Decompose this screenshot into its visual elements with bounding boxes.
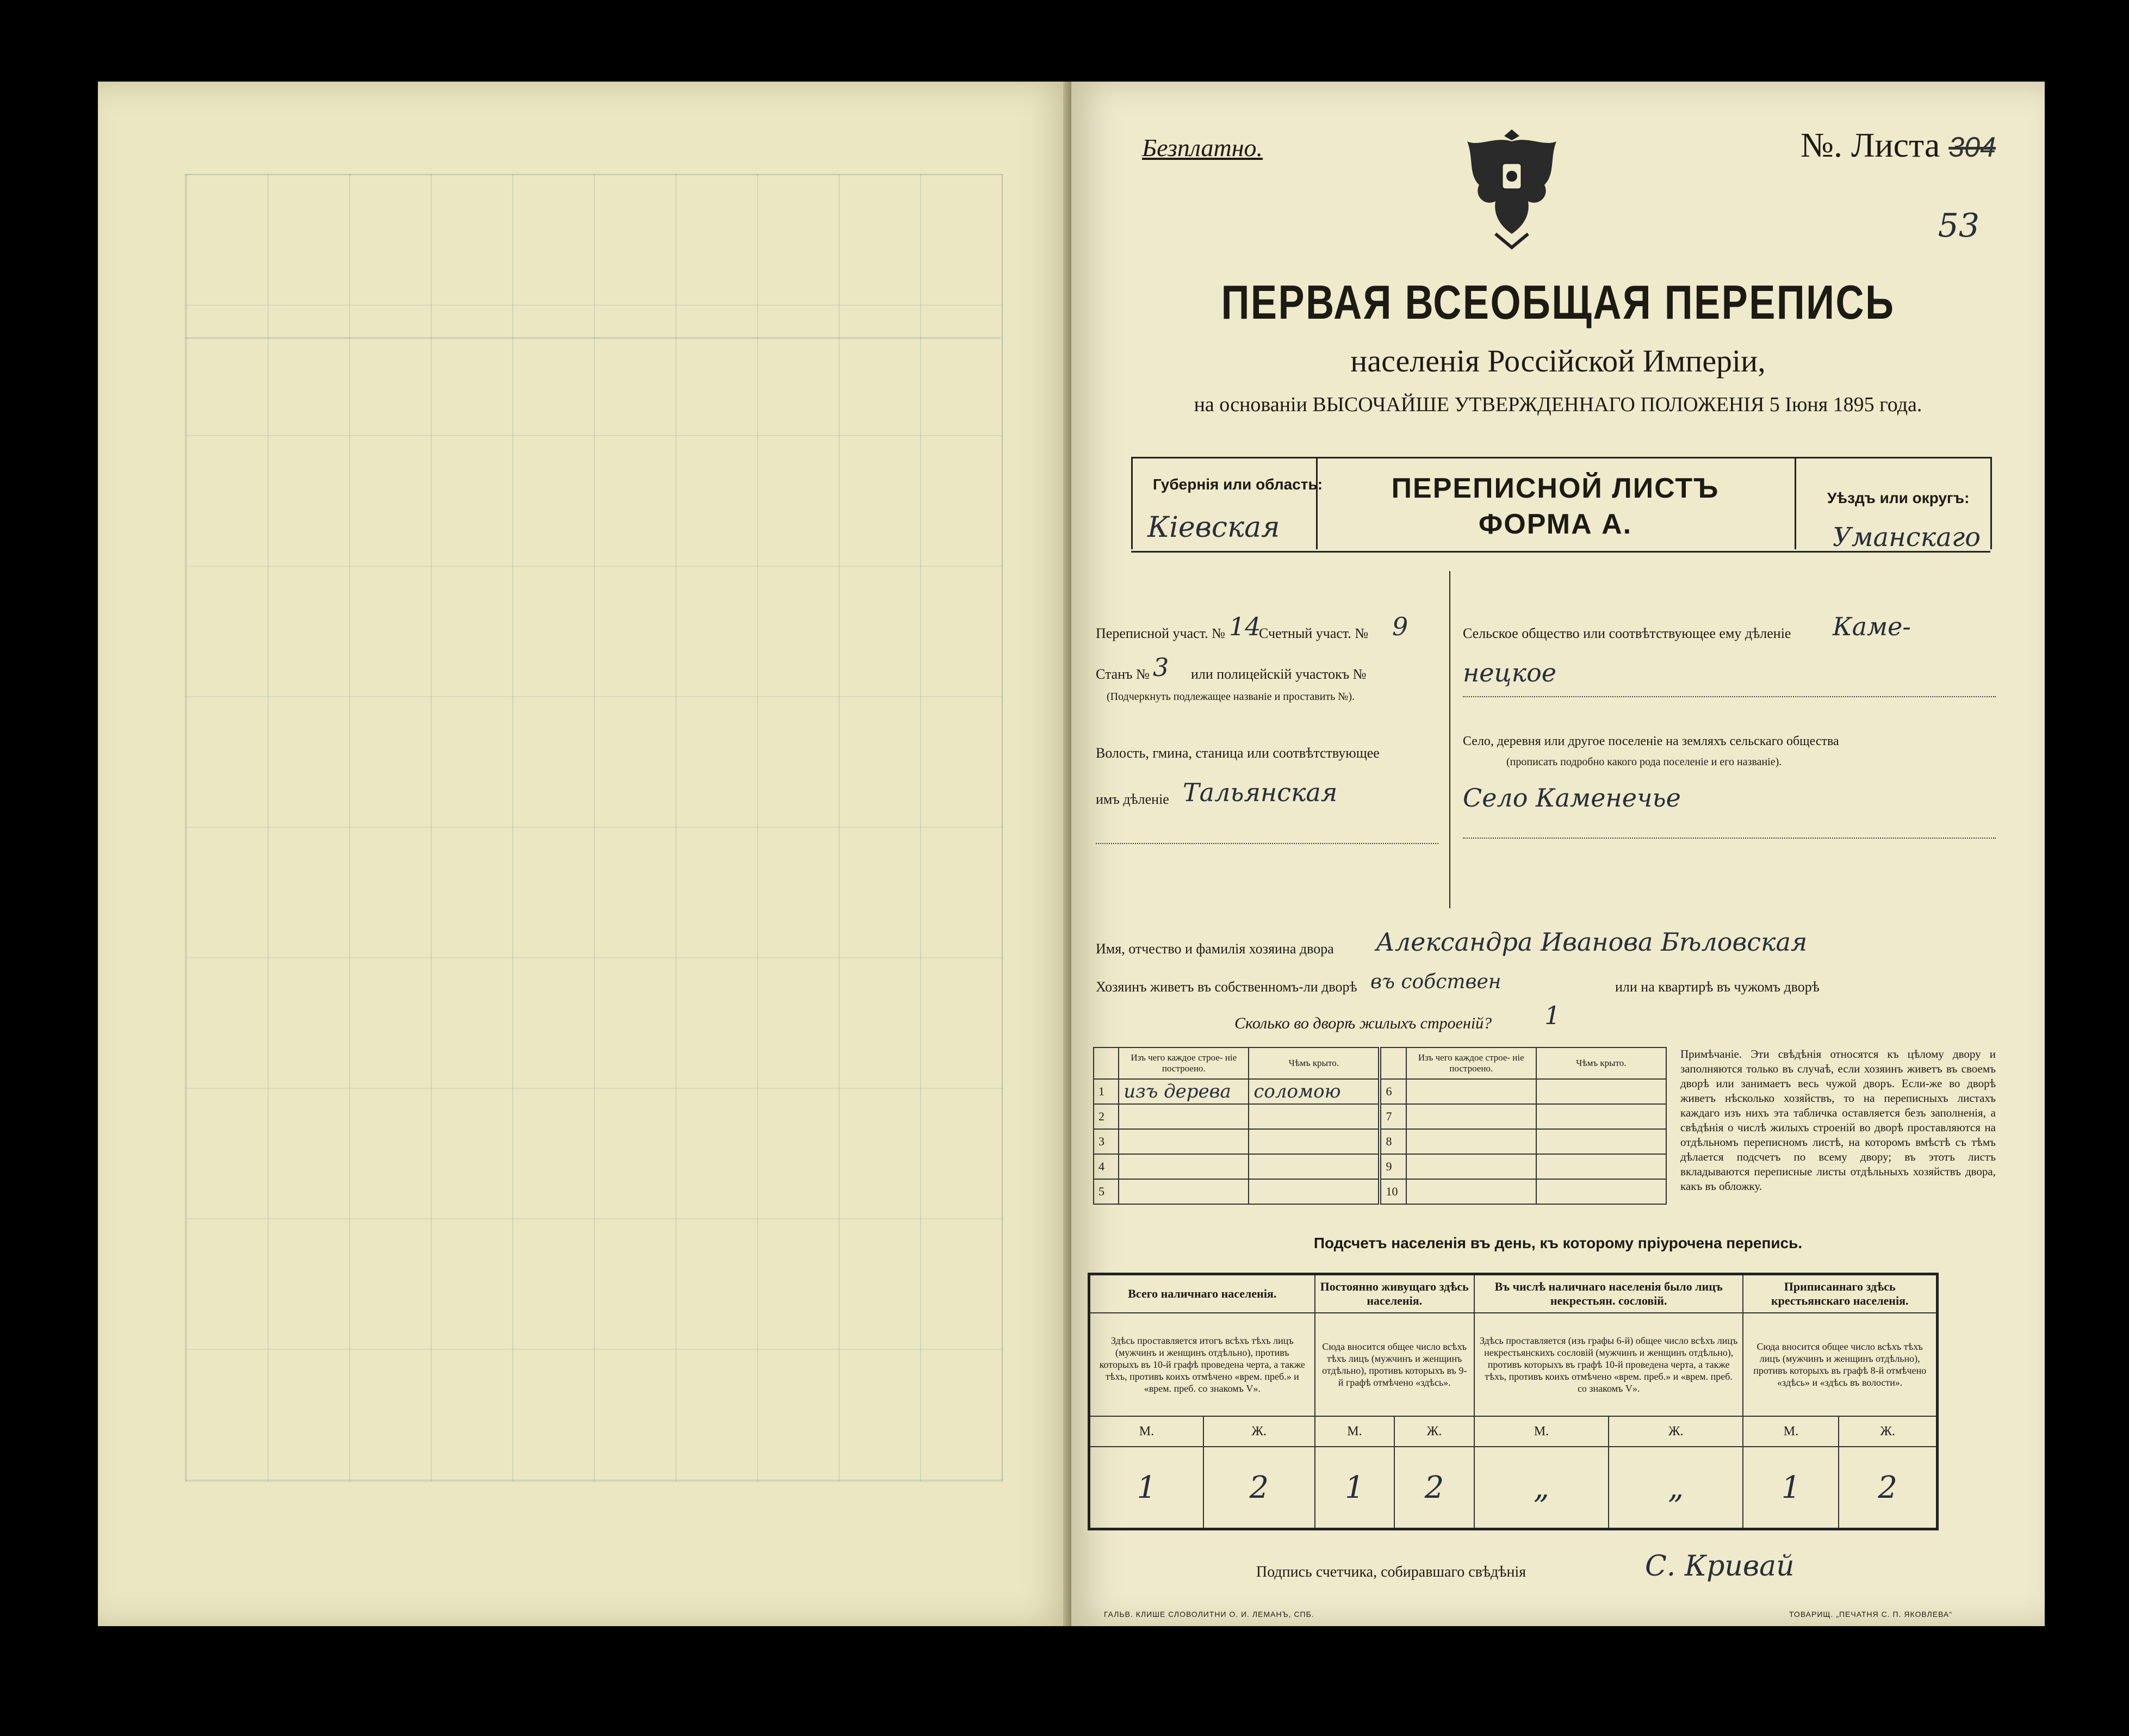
stan-value: 3 bbox=[1153, 653, 1169, 682]
census-district-value: 14 bbox=[1229, 612, 1261, 641]
column-description: Здѣсь проставляется итогъ всѣхъ тѣхъ лицъ (мужчинъ и женщинъ отдѣльно), противъ которыхъ въ 10-й графѣ проведена черта, а также тѣхъ, противъ коихъ отмѣчено «врем. преб.» и «врем. преб. со знакомъ V». bbox=[1089, 1313, 1315, 1416]
signature-label: Подпись счетчика, собиравшаго свѣдѣнія bbox=[1256, 1564, 1526, 1580]
row-number: 5 bbox=[1094, 1179, 1119, 1204]
owner-lives-value: въ собствен bbox=[1370, 971, 1501, 993]
roof-cell: соломою bbox=[1249, 1079, 1380, 1104]
counting-district-label: Счетный участ. № bbox=[1259, 625, 1369, 641]
form-title-line2: ФОРМА А. bbox=[1478, 509, 1633, 540]
signature-value: С. Кривай bbox=[1645, 1550, 1795, 1583]
col-material: Изъ чего каждое строе- ніе построено. bbox=[1119, 1047, 1249, 1079]
material-cell bbox=[1406, 1079, 1536, 1104]
owner-name-value: Александра Иванова Бѣловская bbox=[1376, 927, 1808, 957]
male-count: 1 bbox=[1743, 1447, 1839, 1529]
table-row bbox=[1094, 1154, 1666, 1179]
roof-cell bbox=[1249, 1129, 1380, 1154]
main-title: ПЕРВАЯ ВСЕОБЩАЯ ПЕРЕПИСЬ bbox=[1221, 275, 1895, 329]
row-number: 3 bbox=[1094, 1129, 1119, 1154]
stan-label: Станъ № bbox=[1096, 666, 1150, 682]
buildings-count-value: 1 bbox=[1544, 1001, 1561, 1030]
volost-label: Волость, гмина, станица или соотвѣтствующее bbox=[1096, 745, 1380, 761]
fields-divider bbox=[1449, 571, 1450, 908]
female-count: 2 bbox=[1839, 1447, 1937, 1529]
material-cell bbox=[1119, 1179, 1249, 1204]
row-number: 4 bbox=[1094, 1154, 1119, 1179]
female-label: Ж. bbox=[1839, 1416, 1937, 1447]
police-label: или полицейскій участокъ № bbox=[1191, 666, 1367, 682]
footer-right: ТОВАРИЩ. „ПЕЧАТНЯ С. П. ЯКОВЛЕВА“ bbox=[1789, 1610, 1952, 1619]
male-count: 1 bbox=[1089, 1447, 1203, 1529]
row-number: 2 bbox=[1094, 1104, 1119, 1129]
volost-value: Тальянская bbox=[1183, 778, 1338, 807]
male-label: М. bbox=[1474, 1416, 1609, 1447]
column-header: Постоянно живущаго здѣсь населенія. bbox=[1315, 1274, 1474, 1313]
settlement-label: Село, деревня или другое поселеніе на земляхъ сельскаго общества bbox=[1463, 734, 1839, 748]
volost-label-2: имъ дѣленіе bbox=[1096, 791, 1169, 807]
society-value-1: Каме- bbox=[1833, 612, 1911, 641]
female-label: Ж. bbox=[1609, 1416, 1743, 1447]
buildings-table bbox=[1093, 1047, 1667, 1205]
col-material: Изъ чего каждое строе- ніе построено. bbox=[1406, 1047, 1536, 1079]
basis-line: на основаніи ВЫСОЧАЙШЕ УТВЕРЖДЕННАГО ПОЛОЖЕНІЯ 5 Іюня 1895 года. bbox=[1194, 393, 1922, 416]
female-count: 2 bbox=[1203, 1447, 1315, 1529]
uezd-label: Уѣздъ или округъ: bbox=[1827, 489, 1970, 506]
owner-lives-alt-label: или на квартирѣ въ чужомъ дворѣ bbox=[1615, 979, 1820, 995]
population-count-table bbox=[1088, 1273, 1939, 1530]
roof-cell bbox=[1249, 1179, 1380, 1204]
settlement-note: (прописать подробно какого рода поселеніе и его названіе). bbox=[1506, 756, 1782, 768]
imperial-eagle-emblem-icon bbox=[1463, 125, 1561, 250]
col-roof: Чѣмъ крыто. bbox=[1536, 1047, 1666, 1079]
roof-cell bbox=[1536, 1079, 1666, 1104]
header-divider bbox=[1990, 457, 1992, 549]
male-label: М. bbox=[1743, 1416, 1839, 1447]
female-count: 2 bbox=[1394, 1447, 1474, 1529]
blank-line bbox=[1463, 838, 1996, 839]
counting-district-value: 9 bbox=[1392, 612, 1408, 641]
bleed-through-header bbox=[185, 174, 1001, 339]
material-cell bbox=[1119, 1129, 1249, 1154]
remark-text: Примѣчаніе. Эти свѣдѣнія относятся къ цѣлому двору и заполняются только въ случаѣ, если хозяинъ живетъ въ своемъ дворѣ или занимаетъ весь чужой дворъ. Если-же во дворѣ живетъ нѣсколько хозяйствъ, то на переписныхъ листахъ каждаго изъ нихъ эта табличка оставляется безъ заполненія, а свѣдѣнія о числѣ жилыхъ строеній во дворѣ проставляются на отдѣльномъ переписномъ листѣ, на которомъ вмѣстѣ съ тѣмъ дѣлается подсчетъ по всему двору; въ этотъ листъ вкладываются переписные листы отдѣльныхъ хозяйствъ двора, какъ въ обложку. bbox=[1680, 1047, 1996, 1193]
buildings-count-label: Сколько во дворѣ жилыхъ строеній? bbox=[1234, 1014, 1492, 1032]
row-number: 9 bbox=[1380, 1154, 1406, 1179]
column-header: Всего наличнаго населенія. bbox=[1089, 1274, 1315, 1313]
footer-left: ГАЛЬВ. КЛИШЕ СЛОВОЛИТНИ О. И. ЛЕМАНЪ, СПБ. bbox=[1104, 1610, 1314, 1619]
settlement-value: Село Каменечье bbox=[1463, 783, 1681, 813]
material-cell bbox=[1406, 1129, 1536, 1154]
row-number: 1 bbox=[1094, 1079, 1119, 1104]
row-number: 6 bbox=[1380, 1079, 1406, 1104]
bleed-through-grid bbox=[185, 174, 1003, 1481]
header-divider bbox=[1131, 457, 1133, 549]
row-number: 8 bbox=[1380, 1129, 1406, 1154]
male-label: М. bbox=[1315, 1416, 1395, 1447]
society-value-2: нецкое bbox=[1463, 658, 1557, 687]
subtitle: населенія Россійской Имперіи, bbox=[1350, 343, 1766, 379]
female-label: Ж. bbox=[1203, 1416, 1315, 1447]
column-header: Въ числѣ наличнаго населенія было лицъ некрестьян. сословій. bbox=[1474, 1274, 1743, 1313]
census-district-label: Переписной участ. № bbox=[1096, 625, 1225, 641]
column-description: Сюда вносится общее число всѣхъ тѣхъ лицъ (мужчинъ и женщинъ отдѣльно), противъ которыхъ въ 9-й графѣ отмѣчено «здѣсь». bbox=[1315, 1313, 1474, 1416]
free-label: Безплатно. bbox=[1142, 134, 1263, 162]
material-cell: изъ дерева bbox=[1119, 1079, 1249, 1104]
sheet-number-block bbox=[1801, 125, 1996, 165]
male-count: „ bbox=[1474, 1447, 1609, 1529]
census-form-page bbox=[1071, 82, 2045, 1626]
count-title: Подсчетъ населенія въ день, къ которому пріурочена перепись. bbox=[1313, 1235, 1803, 1251]
col-roof: Чѣмъ крыто. bbox=[1249, 1047, 1380, 1079]
owner-name-label: Имя, отчество и фамилія хозяина двора bbox=[1096, 941, 1334, 957]
roof-cell bbox=[1536, 1129, 1666, 1154]
row-number: 7 bbox=[1380, 1104, 1406, 1129]
uezd-value: Уманскаго bbox=[1833, 522, 1981, 553]
male-label: М. bbox=[1089, 1416, 1203, 1447]
material-cell bbox=[1406, 1154, 1536, 1179]
roof-cell bbox=[1536, 1154, 1666, 1179]
column-description: Здѣсь проставляется (изъ графы 6-й) общее число всѣхъ лицъ некрестьянскихъ сословій (мужчинъ и женщинъ отдѣльно), противъ которыхъ въ графѣ 10-й проведена черта, а также тѣхъ, противъ коихъ отмѣчено «врем. преб.» и «врем. преб. со знакомъ V». bbox=[1474, 1313, 1743, 1416]
table-row bbox=[1094, 1104, 1666, 1129]
material-cell bbox=[1119, 1154, 1249, 1179]
table-row bbox=[1094, 1129, 1666, 1154]
left-page bbox=[98, 82, 1071, 1626]
female-label: Ж. bbox=[1394, 1416, 1474, 1447]
column-description: Сюда вносится общее число всѣхъ тѣхъ лицъ (мужчинъ и женщинъ отдѣльно), противъ которыхъ въ графѣ 8-й отмѣчено «здѣсь» и «здѣсь въ волости». bbox=[1743, 1313, 1937, 1416]
roof-cell bbox=[1536, 1104, 1666, 1129]
blank-line bbox=[1096, 843, 1438, 844]
roof-cell bbox=[1249, 1104, 1380, 1129]
society-label: Сельское общество или соотвѣтствующее ему дѣленіе bbox=[1463, 625, 1791, 641]
row-number: 10 bbox=[1380, 1179, 1406, 1204]
gubernia-label: Губернія или область: bbox=[1153, 476, 1323, 493]
form-title bbox=[1300, 470, 1811, 542]
male-count: 1 bbox=[1315, 1447, 1395, 1529]
roof-cell bbox=[1249, 1154, 1380, 1179]
roof-cell bbox=[1536, 1179, 1666, 1204]
table-row bbox=[1094, 1179, 1666, 1204]
gubernia-value: Кіевская bbox=[1147, 511, 1280, 544]
sheet-number: 53 bbox=[1938, 207, 1979, 245]
blank-line bbox=[1463, 696, 1996, 697]
table-row bbox=[1094, 1079, 1666, 1104]
material-cell bbox=[1406, 1179, 1536, 1204]
form-title-line1: ПЕРЕПИСНОЙ ЛИСТЪ bbox=[1391, 473, 1720, 504]
material-cell bbox=[1119, 1104, 1249, 1129]
sheet-old-number: 304 bbox=[1948, 132, 1996, 163]
sheet-label: №. Листа bbox=[1800, 126, 1940, 164]
column-header: Приписаннаго здѣсь крестьянскаго населенія. bbox=[1743, 1274, 1937, 1313]
owner-lives-label: Хозяинъ живетъ въ собственномъ-ли дворѣ bbox=[1096, 979, 1357, 995]
material-cell bbox=[1406, 1104, 1536, 1129]
underline-note: (Подчеркнуть подлежащее названіе и проставить №). bbox=[1107, 691, 1355, 703]
female-count: „ bbox=[1609, 1447, 1743, 1529]
